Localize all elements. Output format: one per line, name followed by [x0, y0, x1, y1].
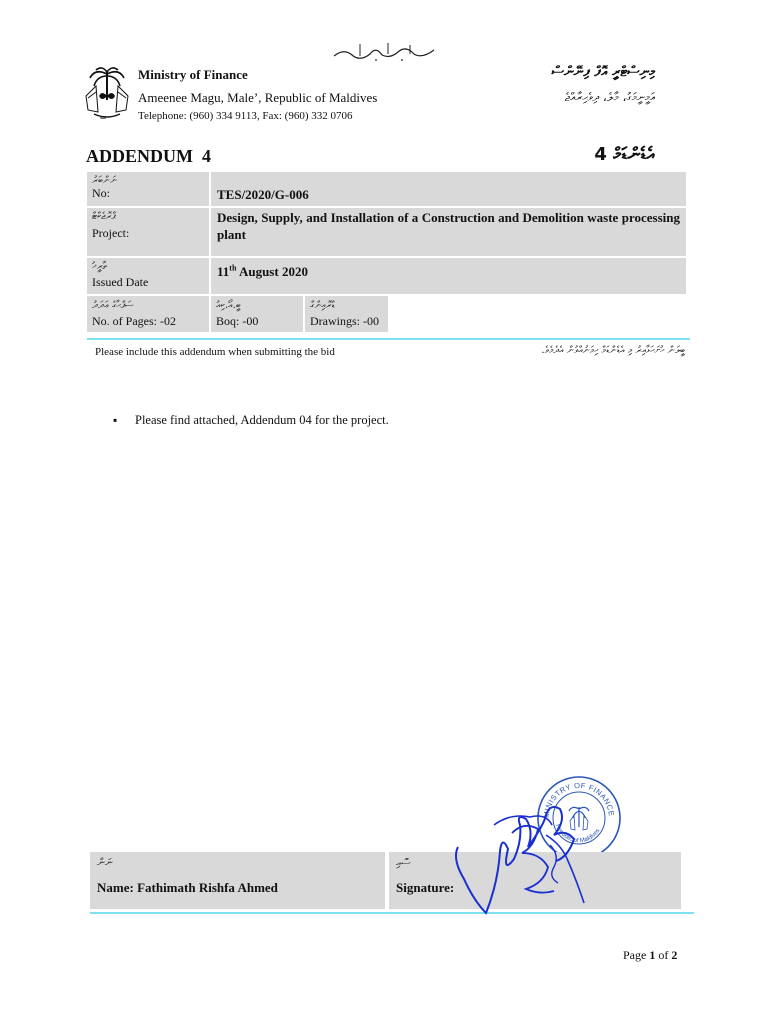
stamp-text: MINISTRY OF FINANCE	[541, 780, 617, 819]
project-title: Design, Supply, and Installation of a Construction and Demolition waste processing plant	[217, 210, 680, 242]
page-number	[623, 948, 677, 963]
page-prefix: Page	[623, 948, 650, 962]
addendum-item: Please find attached, Addendum 04 for the project.	[135, 413, 389, 427]
ministry-address-dhivehi: އަމީނީމަގު، މާލެ، ދިވެހިރާއްޖެ	[564, 90, 655, 104]
issued-label: Issued Date	[92, 275, 149, 289]
issued-value-cell	[211, 258, 686, 294]
project-label: Project:	[92, 226, 130, 240]
bismillah-calligraphy	[330, 40, 440, 64]
signatory-name: Name: Fathimath Rishfa Ahmed	[97, 880, 278, 895]
issued-label-cell	[87, 258, 209, 294]
boq-count: Boq: -00	[216, 314, 259, 328]
boq-cell	[211, 296, 303, 332]
bullet-icon: ▪	[113, 413, 118, 427]
pages-label-dhivehi: ސަފްޙާގެ ޢަދަދު	[92, 300, 134, 311]
issued-date	[217, 264, 308, 279]
drawings-count: Drawings: -00	[310, 314, 379, 328]
pages-cell	[87, 296, 209, 332]
pages-count: No. of Pages: -02	[92, 314, 176, 328]
issued-day-suffix: th	[229, 263, 237, 273]
project-label-cell	[87, 208, 209, 256]
ministry-name-dhivehi: މިނިސްޓްރީ އޮފް ފިނޭންސް	[551, 64, 655, 80]
name-label-dhivehi: ނަން	[97, 856, 113, 869]
tender-number: TES/2020/G-006	[217, 187, 309, 202]
svg-text:ﷲ: ﷲ	[100, 116, 103, 121]
section-divider	[87, 338, 690, 340]
maldives-emblem-icon	[80, 66, 134, 122]
issued-month-year: August 2020	[236, 264, 308, 279]
page-of: of	[655, 948, 672, 962]
drawings-label-dhivehi: ޑްރޮއިންގް	[310, 300, 335, 311]
number-label-dhivehi: ނަންބަރު	[92, 175, 117, 186]
issued-day: 11	[217, 264, 230, 279]
ministry-address: Ameenee Magu, Male’, Republic of Maldives	[138, 90, 378, 105]
boq-label-dhivehi: ބީ.އޯ.ކިއު	[216, 300, 241, 311]
document-title-dhivehi: އެޑެންޑަމް 4	[594, 144, 655, 165]
drawings-cell	[305, 296, 388, 332]
page-current: 1	[649, 948, 656, 962]
document-title: ADDENDUM 4	[86, 146, 211, 166]
project-value-cell	[211, 208, 686, 256]
signature-label: Signature:	[396, 880, 455, 895]
issued-label-dhivehi: ތާރީޚު	[92, 261, 107, 272]
handwritten-signature	[450, 795, 590, 920]
ministry-telephone: Telephone: (960) 334 9113, Fax: (960) 332 0706	[138, 110, 353, 122]
name-cell	[90, 852, 385, 909]
signature-label-dhivehi: ސޮއި	[396, 856, 411, 869]
number-value-cell	[211, 172, 686, 206]
page-total: 2	[671, 948, 678, 962]
submission-note-dhivehi: ބީލަން ހުށަހަޅާއިރު މި އެޑެންޑަމް ހިމަނުއްވުން އެދެމެވެ.	[541, 345, 685, 356]
ministry-name: Ministry of Finance	[138, 67, 248, 82]
number-label-cell	[87, 172, 209, 206]
project-label-dhivehi: ޕްރޮޖެކްޓް	[92, 211, 116, 222]
stamp-subtext: Republic of Maldives	[554, 823, 602, 845]
number-label: No:	[92, 186, 110, 200]
signoff-divider	[90, 912, 694, 914]
submission-note: Please include this addendum when submitting the bid	[95, 346, 335, 358]
